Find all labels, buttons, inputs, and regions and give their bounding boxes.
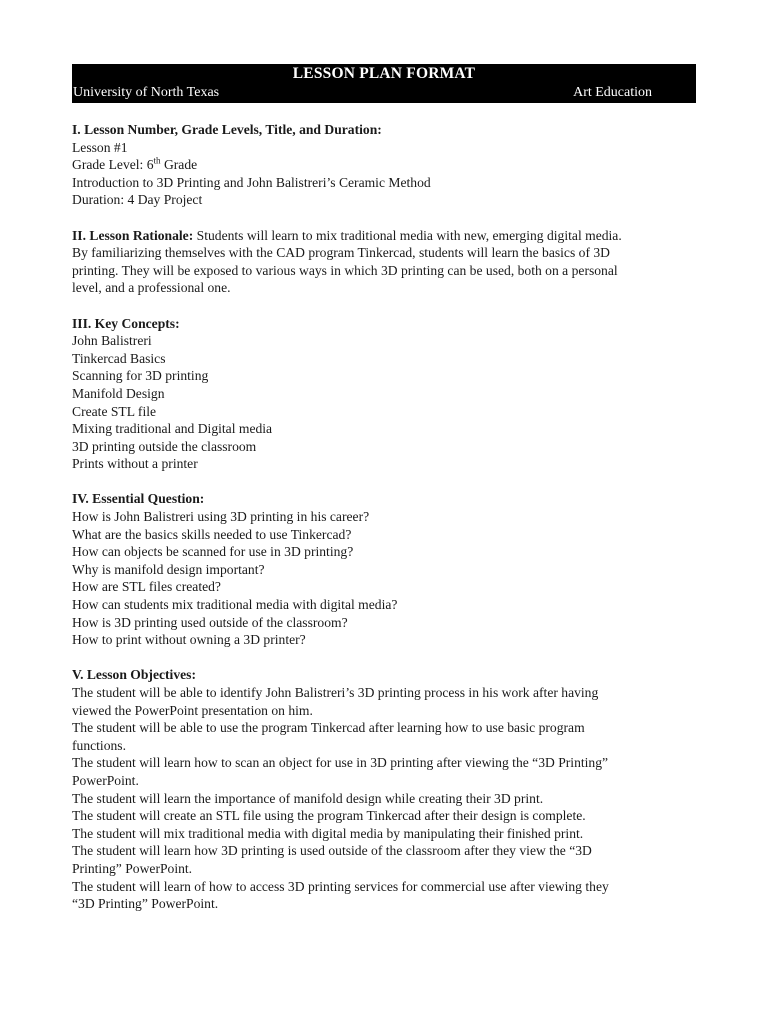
grade-suffix: Grade bbox=[160, 157, 198, 173]
lesson-title: Introduction to 3D Printing and John Balistreri’s Ceramic Method bbox=[72, 174, 431, 190]
grade-prefix: Grade Level: 6 bbox=[72, 157, 154, 173]
lesson-duration: Duration: 4 Day Project bbox=[72, 192, 203, 208]
document-page bbox=[72, 64, 696, 930]
objective-line: The student will learn how 3D printing is used outside of the classroom after they view the “3D bbox=[72, 843, 592, 859]
lesson-number: Lesson #1 bbox=[72, 139, 128, 155]
rationale-line: level, and a professional one. bbox=[72, 280, 231, 296]
section-heading: III. Key Concepts: bbox=[72, 315, 180, 331]
rationale-text: Students will learn to mix traditional media with new, emerging digital media. bbox=[193, 227, 622, 243]
document-title: LESSON PLAN FORMAT bbox=[292, 65, 476, 82]
list-item: Why is manifold design important? bbox=[72, 561, 265, 577]
list-item: John Balistreri bbox=[72, 333, 152, 349]
objective-line: Printing” PowerPoint. bbox=[72, 860, 193, 876]
rationale-line bbox=[72, 227, 696, 245]
objective-line: viewed the PowerPoint presentation on him. bbox=[72, 702, 313, 718]
section-lesson-info bbox=[72, 121, 696, 209]
document-body bbox=[72, 121, 696, 913]
list-item: Tinkercad Basics bbox=[72, 350, 166, 366]
header-bar bbox=[72, 64, 696, 103]
list-item: How to print without owning a 3D printer? bbox=[72, 632, 306, 648]
objective-line: The student will create an STL file using the program Tinkercad after their design is complete. bbox=[72, 808, 586, 824]
section-essential-question bbox=[72, 490, 696, 648]
rationale-line: printing. They will be exposed to various ways in which 3D printing can be used, both on a personal bbox=[72, 262, 618, 278]
list-item: Manifold Design bbox=[72, 385, 165, 401]
list-item: How can students mix traditional media with digital media? bbox=[72, 597, 398, 613]
section-heading: IV. Essential Question: bbox=[72, 491, 205, 507]
list-item: How is 3D printing used outside of the classroom? bbox=[72, 614, 348, 630]
list-item: Create STL file bbox=[72, 403, 157, 419]
section-key-concepts bbox=[72, 315, 696, 473]
list-item: How is John Balistreri using 3D printing in his career? bbox=[72, 509, 370, 525]
objective-line: The student will learn the importance of manifold design while creating their 3D print. bbox=[72, 790, 544, 806]
objective-line: “3D Printing” PowerPoint. bbox=[72, 896, 219, 912]
list-item: Mixing traditional and Digital media bbox=[72, 421, 273, 437]
grade-superscript: th bbox=[153, 155, 161, 166]
objective-line: The student will learn how to scan an object for use in 3D printing after viewing the “3D Printing” bbox=[72, 755, 609, 771]
rationale-line: By familiarizing themselves with the CAD program Tinkercad, students will learn the basics of 3D bbox=[72, 245, 610, 261]
list-item: 3D printing outside the classroom bbox=[72, 438, 257, 454]
list-item: What are the basics skills needed to use Tinkercad? bbox=[72, 526, 352, 542]
objective-line: The student will mix traditional media with digital media by manipulating their finished print. bbox=[72, 825, 584, 841]
objective-line: The student will be able to use the program Tinkercad after learning how to use basic program bbox=[72, 720, 585, 736]
list-item: How are STL files created? bbox=[72, 579, 221, 595]
department-name: Art Education bbox=[573, 85, 652, 100]
section-objectives bbox=[72, 666, 696, 912]
objective-line: functions. bbox=[72, 737, 126, 753]
list-item: Scanning for 3D printing bbox=[72, 368, 209, 384]
objective-line: PowerPoint. bbox=[72, 772, 139, 788]
university-name: University of North Texas bbox=[73, 85, 220, 100]
grade-level bbox=[72, 156, 696, 174]
list-item: How can objects be scanned for use in 3D printing? bbox=[72, 544, 354, 560]
section-heading: I. Lesson Number, Grade Levels, Title, and Duration: bbox=[72, 122, 382, 137]
list-item: Prints without a printer bbox=[72, 456, 198, 472]
objective-line: The student will be able to identify John Balistreri’s 3D printing process in his work after having bbox=[72, 685, 599, 700]
section-rationale bbox=[72, 227, 696, 297]
section-heading: II. Lesson Rationale: bbox=[72, 227, 194, 243]
objective-line: The student will learn of how to access 3D printing services for commercial use after viewing they bbox=[72, 878, 609, 894]
section-heading: V. Lesson Objectives: bbox=[72, 667, 196, 683]
